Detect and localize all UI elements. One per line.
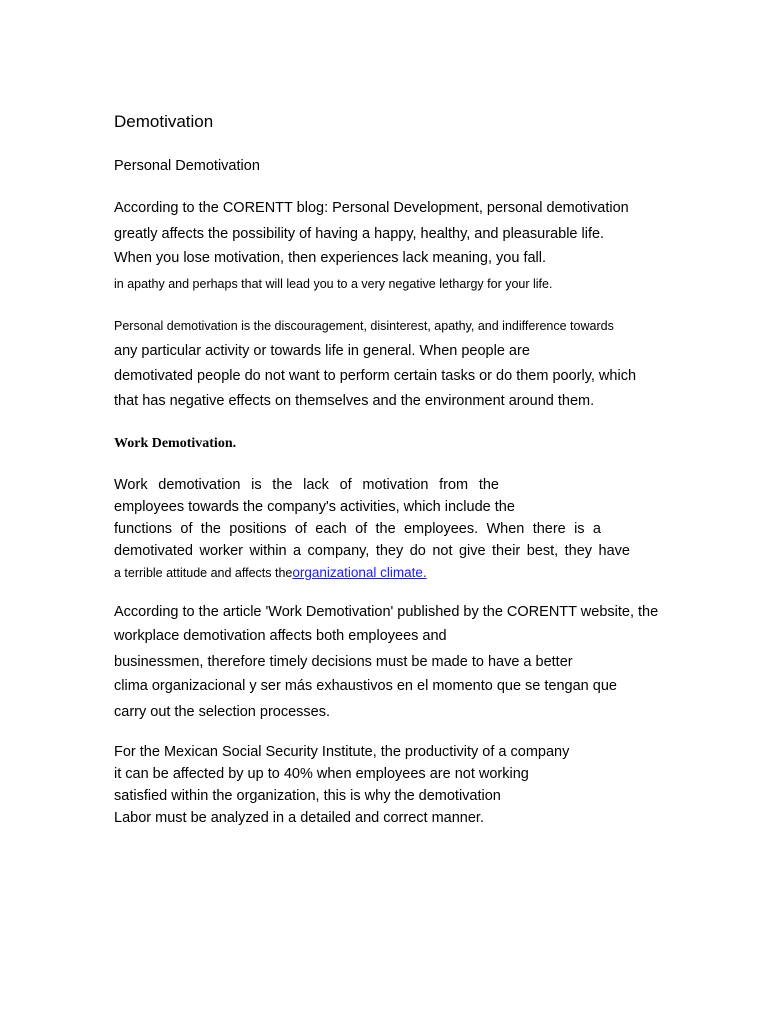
word: their xyxy=(492,543,521,559)
para2-line1: Personal demotivation is the discouragement, disinterest, apathy, and indifference towards xyxy=(114,319,614,333)
word: there xyxy=(532,521,566,537)
word: the xyxy=(478,477,499,493)
para4-line2: workplace demotivation affects both employees and xyxy=(114,628,447,644)
para2-line2: any particular activity or towards life in general. When people are xyxy=(114,343,530,359)
word: a xyxy=(293,543,302,559)
para1-line3: When you lose motivation, then experiences lack meaning, you fall. xyxy=(114,250,547,266)
word: functions xyxy=(114,521,173,537)
word: not xyxy=(432,543,453,559)
word: the xyxy=(200,521,221,537)
word: best, xyxy=(526,543,559,559)
para4-line4: clima organizacional y ser más exhaustivos en el momento que se tengan que xyxy=(114,678,617,694)
para1-line2: greatly affects the possibility of having a happy, healthy, and pleasurable life. xyxy=(114,226,605,242)
word: of xyxy=(339,477,352,493)
document-title: Demotivation xyxy=(114,112,214,131)
word: they xyxy=(375,543,404,559)
section-heading-work: Work Demotivation. xyxy=(114,436,237,451)
word: each xyxy=(315,521,347,537)
para3-line1 xyxy=(114,476,499,494)
word: is xyxy=(251,477,262,493)
word: have xyxy=(598,543,630,559)
word: company, xyxy=(307,543,370,559)
word: demotivation xyxy=(158,477,241,493)
word: from xyxy=(439,477,469,493)
word: a xyxy=(592,521,601,537)
word: worker xyxy=(199,543,243,559)
para5-line1: For the Mexican Social Security Institute, the productivity of a company xyxy=(114,744,570,760)
section-heading-personal: Personal Demotivation xyxy=(114,158,260,174)
word: do xyxy=(409,543,426,559)
para3-line2: employees towards the company's activities, which include the xyxy=(114,499,515,515)
word: the xyxy=(375,521,396,537)
para4-line5: carry out the selection processes. xyxy=(114,704,330,720)
word: motivation xyxy=(362,477,429,493)
para2-line3: demotivated people do not want to perform certain tasks or do them poorly, which xyxy=(114,368,637,384)
word: of xyxy=(294,521,307,537)
para3-line5 xyxy=(114,565,441,581)
word: of xyxy=(355,521,368,537)
word: of xyxy=(180,521,193,537)
word: When xyxy=(486,521,525,537)
para2-line4: that has negative effects on themselves and the environment around them. xyxy=(114,393,595,409)
word: positions xyxy=(229,521,287,537)
word: they xyxy=(564,543,593,559)
para4-line1: According to the article 'Work Demotivation' published by the CORENTT website, the xyxy=(114,604,659,620)
para3-line4 xyxy=(114,542,630,560)
word: give xyxy=(458,543,486,559)
para3-line3 xyxy=(114,520,601,538)
para5-line2: it can be affected by up to 40% when employees are not working xyxy=(114,766,529,782)
para4-line3: businessmen, therefore timely decisions must be made to have a better xyxy=(114,654,573,670)
para3-line5-text: a terrible attitude and affects the xyxy=(114,566,293,580)
word: demotivated xyxy=(114,543,193,559)
para5-line4: Labor must be analyzed in a detailed and correct manner. xyxy=(114,810,484,826)
link-underline-tail xyxy=(427,566,441,580)
word: is xyxy=(574,521,585,537)
organizational-climate-link[interactable]: organizational climate. xyxy=(292,565,427,580)
word: lack xyxy=(303,477,329,493)
word: Work xyxy=(114,477,148,493)
word: the xyxy=(272,477,293,493)
para5-line3: satisfied within the organization, this is why the demotivation xyxy=(114,788,501,804)
para1-line1: According to the CORENTT blog: Personal Development, personal demotivation xyxy=(114,200,629,216)
para1-line4: in apathy and perhaps that will lead you to a very negative lethargy for your life. xyxy=(114,277,553,291)
word: within xyxy=(249,543,287,559)
word: employees. xyxy=(403,521,479,537)
